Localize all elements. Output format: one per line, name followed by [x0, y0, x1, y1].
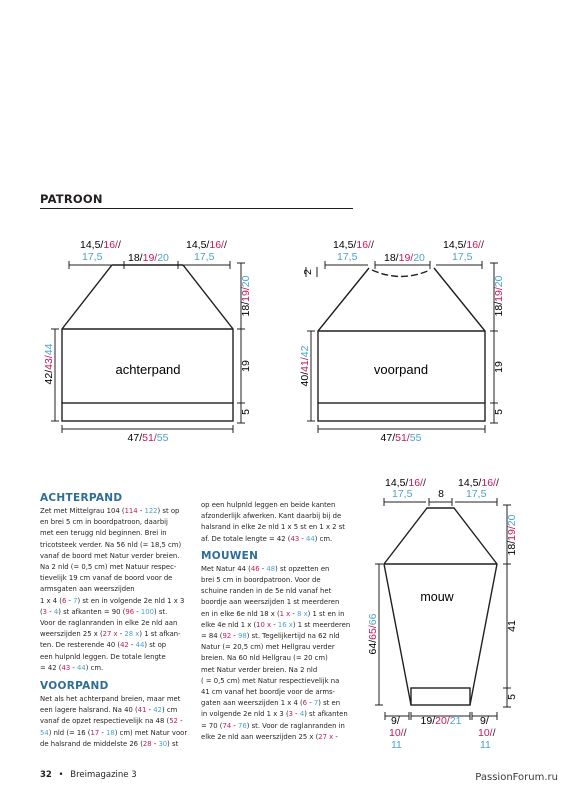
voorpand-shoulder-left: 14,5/16// 17,5	[333, 239, 374, 263]
mouw-bottom-left: 9/ 10// 11	[389, 715, 407, 751]
achterpand-rib-height: 5	[240, 409, 252, 415]
voorpand-shoulder-right: 14,5/16// 17,5	[443, 239, 484, 263]
page-number: 32	[40, 770, 52, 780]
achterpand-raglan: 18/19/20	[240, 275, 252, 317]
achterpand-side: 42/43/44	[43, 343, 55, 385]
page-footer	[40, 770, 137, 780]
mouw-side: 64/65/66	[367, 613, 379, 655]
voorpand-width: 47/51/55	[380, 432, 422, 444]
voorpand-instructions-cont: op een hulpnld leggen en beide kanten afzonderlijk afwerken. Kant daarbij bij de halsrand in elke 2e nld 1 x 5 st en 1 x 2 st af. De totale lengte = 42 (43 - 44) cm.	[201, 501, 345, 543]
section-title-achterpand: ACHTERPAND	[40, 492, 123, 504]
mouw-bottom-right: 9/ 10// 11	[478, 715, 496, 751]
mouw-top-right: 14,5/16// 17,5	[458, 477, 499, 500]
section-title-mouwen: MOUWEN	[201, 549, 259, 562]
mouw-outline	[384, 508, 497, 705]
voorpand-side: 40/41/42	[299, 345, 311, 387]
achterpand-shoulder-right: 14,5/16// 17,5	[186, 239, 227, 263]
mouw-bottom-mid: 19/20/21	[420, 715, 462, 727]
achterpand-width: 47/51/55	[127, 432, 169, 444]
footer-separator: •	[58, 770, 64, 780]
voorpand-neck-drop: 2	[302, 269, 314, 275]
achterpand-neck: 18/19/20	[128, 252, 169, 264]
mouw-dimensions	[375, 498, 511, 720]
mouwen-instructions: Met Natur 44 (46 - 48) st opzetten en brei 5 cm in boordpatroon. Voor de schuine randen in de 5e nld vanaf het boordje aan weerszijden 1 st meerderen en in elke 6e nld 18 x (1 x - 8 x) 1 st en in elke 4e nld 1 x (10 x - 16 x) 1 st meerderen = 84 (92 - 98) st. Tegelijkertijd na 62 nld Natur (= 20,5 cm) met Hellgrau verder breien. Na 60 nld Hellgrau (= 20 cm) met Natur verder breien. Na 2 nld ( = 0,5 cm) met Natur respectievelijk na 41 cm vanaf het boordje voor de arms- gaten aan weerszijden 1 x 4 (6 - 7) st en in volgende 2e nld 1 x 3 (3 - 4) st afkanten = 70 (74 - 76) st. Voor de raglanranden in elke 2e nld aan weerszijden 25 x (27 x -	[201, 564, 351, 741]
achterpand-label: achterpand	[115, 362, 181, 377]
achterpand-body-height: 19	[240, 360, 252, 372]
mouw-top-mid: 8	[438, 488, 444, 500]
watermark: PassionForum.ru	[475, 772, 558, 783]
voorpand-label: voorpand	[373, 362, 429, 377]
mouw-body-height: 41	[506, 620, 518, 632]
voorpand-neck: 18/19/20	[384, 252, 425, 264]
column-middle	[201, 500, 361, 743]
mouw-label: mouw	[420, 590, 454, 604]
achterpand-shoulder-left: 14,5/16// 17,5	[80, 239, 121, 263]
voorpand-outline	[318, 268, 485, 421]
achterpand-outline	[62, 265, 233, 421]
achterpand-dimensions	[51, 261, 245, 433]
section-title-voorpand: VOORPAND	[40, 680, 109, 693]
column-left	[40, 492, 198, 750]
mouw-rib-height: 5	[506, 694, 518, 700]
mouw-raglan: 18/19/20	[506, 514, 518, 556]
magazine-name: Breimagazine 3	[70, 770, 137, 780]
voorpand-dimensions	[307, 261, 498, 433]
voorpand-raglan: 18/19/20	[493, 275, 505, 317]
achterpand-instructions: Zet met Mittelgrau 104 (114 - 122) st op en brei 5 cm in boordpatroon, daarbij met een terugg nld beginnen. Brei in tricotsteek verder. Na 56 nld (= 18,5 cm) vanaf de boord met Natur verder breien. Na 2 nld (= 0,5 cm) met Natuur respec- tievelijk 19 cm vanaf de boord voor de armsgaten aan weerszijden 1 x 4 (6 - 7) st en in volgende 2e nld 1 x 3 (3 - 4) st afkanten = 90 (96 - 100) st. Voor de raglanranden in elke 2e nld aan weerszijden 25 x (27 x - 28 x) 1 st afkan- ten. De resterende 40 (42 - 44) st op een hulpnld leggen. De totale lengte = 42 (43 - 44) cm.	[40, 507, 185, 672]
voorpand-body-height: 19	[493, 361, 505, 373]
voorpand-instructions: Net als het achterpand breien, maar met een lagere halsrand. Na 40 (41 - 42) cm vanaf de opzet respectievelijk na 48 (52 - 54) nld (= 16 (17 - 18) cm) met Natur voor de halsrand de middelste 26 (28 - 30) st	[40, 695, 188, 748]
section-heading-patroon: PATROON	[40, 192, 103, 206]
voorpand-rib-height: 5	[493, 409, 505, 415]
mouw-top-left: 14,5/16// 17,5	[385, 477, 426, 500]
